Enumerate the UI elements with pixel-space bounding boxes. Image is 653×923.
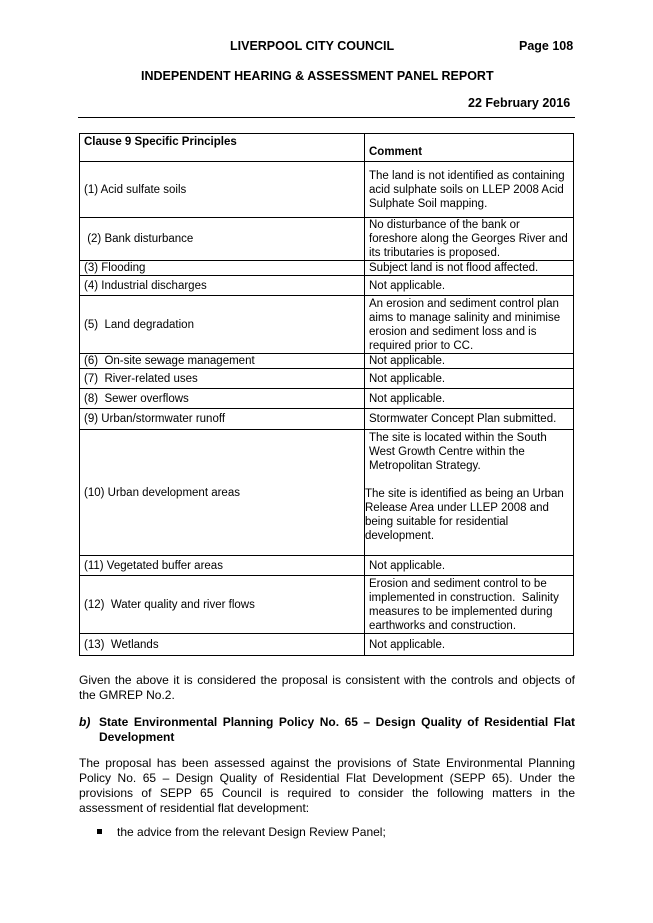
principle-cell: (6) On-site sewage management xyxy=(80,354,365,369)
bullet-icon xyxy=(97,829,102,834)
table-row xyxy=(80,296,574,354)
table-row xyxy=(80,369,574,389)
comment-cell: Not applicable. xyxy=(365,556,574,576)
list-item xyxy=(97,825,386,840)
principle-cell: (8) Sewer overflows xyxy=(80,389,365,409)
header-rule xyxy=(78,117,575,118)
principle-cell: (3) Flooding xyxy=(80,261,365,276)
principle-cell: (4) Industrial discharges xyxy=(80,276,365,296)
principle-cell: (13) Wetlands xyxy=(80,634,365,656)
table-row xyxy=(80,430,574,556)
page-number: Page 108 xyxy=(519,39,574,53)
table-header-row xyxy=(80,134,574,162)
section-heading xyxy=(79,715,575,745)
principle-cell: (12) Water quality and river flows xyxy=(80,576,365,634)
table-row xyxy=(80,276,574,296)
table-row xyxy=(80,354,574,369)
table-row xyxy=(80,409,574,430)
comment-cell: No disturbance of the bank or foreshore along the Georges River and its tributaries is proposed. xyxy=(365,218,574,261)
table-row xyxy=(80,389,574,409)
comment-cell: Not applicable. xyxy=(365,276,574,296)
comment-cell: The land is not identified as containing acid sulphate soils on LLEP 2008 Acid Sulphate Soil mapping. xyxy=(365,162,574,218)
comment-cell: Not applicable. xyxy=(365,634,574,656)
table-row xyxy=(80,576,574,634)
report-title: INDEPENDENT HEARING & ASSESSMENT PANEL REPORT xyxy=(141,69,494,83)
principle-cell: (1) Acid sulfate soils xyxy=(80,162,365,218)
comment-cell: An erosion and sediment control plan aims to manage salinity and minimise erosion and sediment loss and is required prior to CC. xyxy=(365,296,574,354)
comment-paragraph: The site is identified as being an Urban Release Area under LLEP 2008 and being suitable for residential development. xyxy=(365,488,564,542)
council-name: LIVERPOOL CITY COUNCIL xyxy=(230,39,395,53)
table-row xyxy=(80,556,574,576)
comment-cell: Not applicable. xyxy=(365,389,574,409)
principle-cell: (7) River-related uses xyxy=(80,369,365,389)
section-title: State Environmental Planning Policy No. 65 – Design Quality of Residential Flat Development xyxy=(99,715,575,744)
comment-cell: Stormwater Concept Plan submitted. xyxy=(365,409,574,430)
table-row xyxy=(80,218,574,261)
list-item-text: the advice from the relevant Design Review Panel; xyxy=(117,825,386,839)
principle-cell: (10) Urban development areas xyxy=(80,430,365,556)
report-date: 22 February 2016 xyxy=(468,96,571,110)
principle-cell: (2) Bank disturbance xyxy=(80,218,365,261)
comment-cell: Erosion and sediment control to be implemented in construction. Salinity measures to be implemented during earthworks and construction. xyxy=(365,576,574,634)
table-row xyxy=(80,634,574,656)
principle-cell: (11) Vegetated buffer areas xyxy=(80,556,365,576)
section-label: b) xyxy=(79,715,91,729)
comment-cell: Subject land is not flood affected. xyxy=(365,261,574,276)
table-row xyxy=(80,162,574,218)
comment-cell: Not applicable. xyxy=(365,354,574,369)
col2-header: Comment xyxy=(365,134,574,162)
principle-cell: (5) Land degradation xyxy=(80,296,365,354)
clause9-table xyxy=(79,133,574,656)
assessment-paragraph: The proposal has been assessed against the provisions of State Environmental Planning Policy No. 65 – Design Quality of Residential Flat Development (SEPP 65). Under the provisions of SEPP 65 Council is required to consider the following matters in the assessment of residential flat development: xyxy=(79,756,575,815)
comment-paragraph: The site is located within the South West Growth Centre within the Metropolitan Strategy. xyxy=(369,432,547,472)
comment-cell xyxy=(365,430,574,556)
col1-header: Clause 9 Specific Principles xyxy=(80,134,365,162)
conclusion-paragraph: Given the above it is considered the proposal is consistent with the controls and objects of the GMREP No.2. xyxy=(79,673,575,702)
comment-cell: Not applicable. xyxy=(365,369,574,389)
table-row xyxy=(80,261,574,276)
principle-cell: (9) Urban/stormwater runoff xyxy=(80,409,365,430)
